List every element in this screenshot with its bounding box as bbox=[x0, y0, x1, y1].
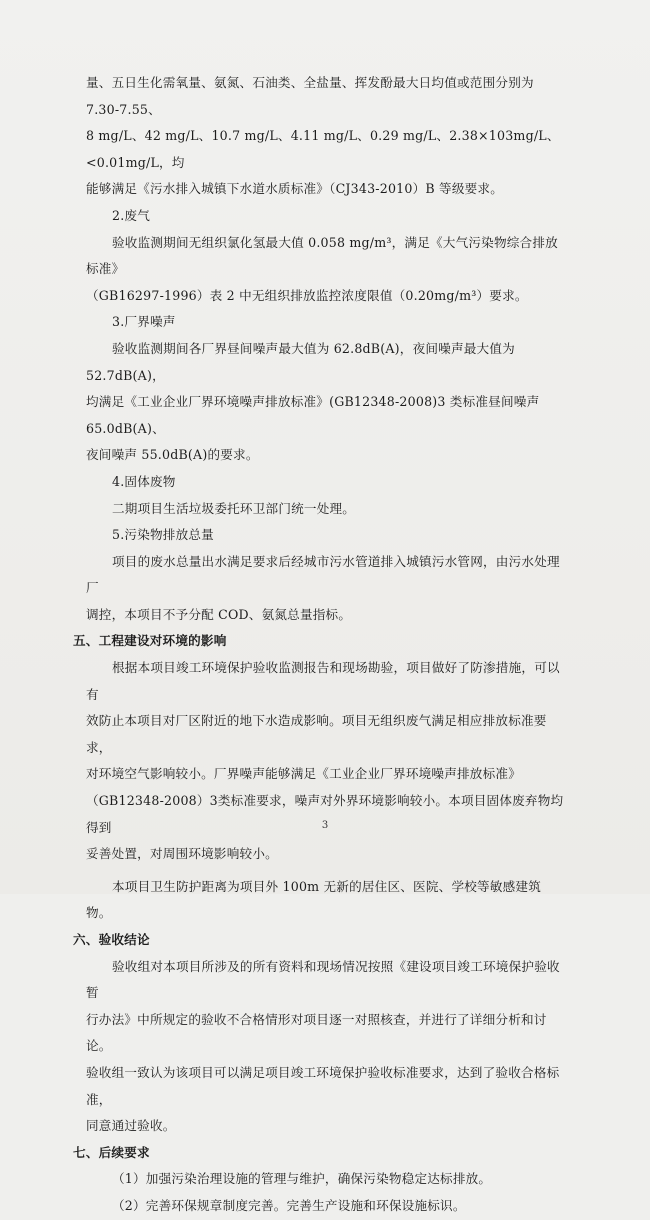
section-five-heading: 五、工程建设对环境的影响 bbox=[73, 633, 227, 649]
impact-paragraph-line: 妥善处置，对周围环境影响较小。 bbox=[86, 846, 278, 862]
section-seven-heading: 七、后续要求 bbox=[73, 1144, 150, 1160]
gas-results-line: （GB16297-1996）表 2 中无组织排放监控浓度限值（0.20mg/m³）要求。 bbox=[86, 287, 528, 303]
conclusion-line: 验收组一致认为该项目可以满足项目竣工环境保护验收标准要求，达到了验收合格标准， bbox=[86, 1064, 560, 1107]
noise-results-line: 均满足《工业企业厂界环境噪声排放标准》(GB12348-2008)3 类标准昼间噪声 65.0dB(A)、 bbox=[86, 394, 540, 436]
gas-results-line: 验收监测期间无组织氯化氢最大值 0.058 mg/m³，满足《大气污染物综合排放标准》 bbox=[86, 234, 558, 277]
follow-up-item: （2）完善环保规章制度完善。完善生产设施和环保设施标识。 bbox=[112, 1197, 466, 1213]
follow-up-item: （1）加强污染治理设施的管理与维护，确保污染物稳定达标排放。 bbox=[112, 1171, 492, 1187]
document-body bbox=[73, 70, 566, 1220]
section-six-heading: 六、验收结论 bbox=[73, 932, 150, 947]
water-results-line: 8 mg/L、42 mg/L、10.7 mg/L、4.11 mg/L、0.29 mg/L、2.38×103mg/L、<0.01mg/L，均 bbox=[86, 128, 560, 170]
noise-results-line: 验收监测期间各厂界昼间噪声最大值为 62.8dB(A)，夜间噪声最大值为 52.7dB(A)， bbox=[86, 340, 515, 383]
impact-paragraph-line: 效防止本项目对厂区附近的地下水造成影响。项目无组织废气满足相应排放标准要求， bbox=[86, 713, 547, 755]
total-emission-subheading: 5.污染物排放总量 bbox=[112, 527, 214, 543]
conclusion-line: 验收组对本项目所涉及的所有资料和现场情况按照《建设项目竣工环境保护验收暂 bbox=[86, 958, 560, 1001]
total-emission-line: 调控，本项目不予分配 COD、氨氮总量指标。 bbox=[86, 606, 352, 622]
impact-paragraph-line: （GB12348-2008）3类标准要求，噪声对外界环境影响较小。本项目固体废弃物均得到 bbox=[86, 793, 564, 835]
impact-paragraph-line: 对环境空气影响较小。厂界噪声能够满足《工业企业厂界环境噪声排放标准》 bbox=[86, 766, 521, 782]
conclusion-line: 行办法》中所规定的验收不合格情形对项目逐一对照核查，并进行了详细分析和讨论。 bbox=[86, 1011, 547, 1054]
gas-subheading: 2.废气 bbox=[112, 207, 151, 223]
water-results-line: 能够满足《污水排入城镇下水道水质标准》（CJ343-2010）B 等级要求。 bbox=[86, 181, 504, 197]
noise-subheading: 3.厂界噪声 bbox=[112, 314, 176, 330]
protection-distance-line: 本项目卫生防护距离为项目外 100m 无新的居住区、医院、学校等敏感建筑物。 bbox=[86, 878, 541, 921]
total-emission-line: 项目的废水总量出水满足要求后经城市污水管道排入城镇污水管网，由污水处理厂 bbox=[86, 553, 560, 596]
impact-paragraph-line: 根据本项目竣工环境保护验收监测报告和现场勘验，项目做好了防渗措施，可以有 bbox=[86, 660, 560, 702]
water-results-line: 量、五日生化需氧量、氨氮、石油类、全盐量、挥发酚最大日均值或范围分别为 7.30-7.55、 bbox=[86, 75, 534, 117]
conclusion-line: 同意通过验收。 bbox=[86, 1118, 176, 1134]
solid-waste-subheading: 4.固体废物 bbox=[112, 473, 176, 489]
solid-waste-line: 二期项目生活垃圾委托环卫部门统一处理。 bbox=[112, 500, 356, 516]
page-number: 3 bbox=[321, 820, 329, 831]
noise-results-line: 夜间噪声 55.0dB(A)的要求。 bbox=[86, 447, 259, 463]
